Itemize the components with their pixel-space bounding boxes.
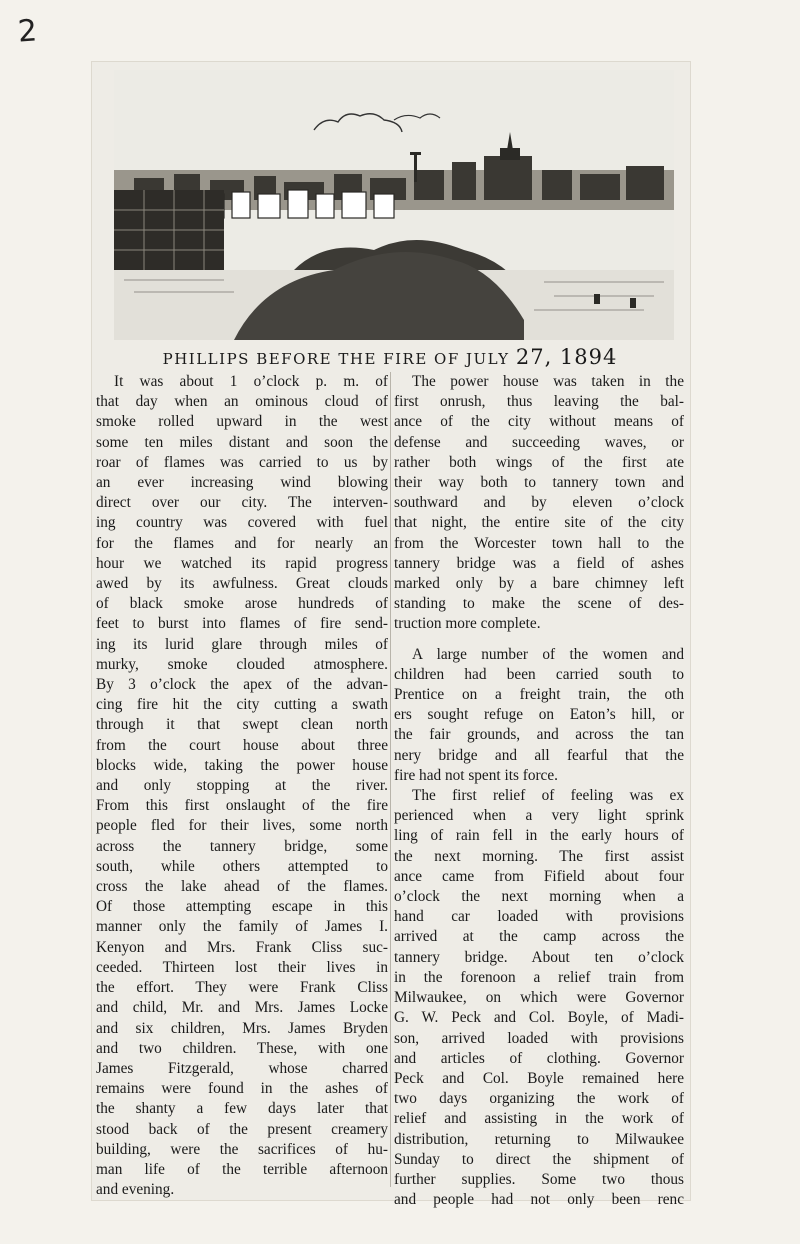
text-line: ing its lurid glare through miles of — [96, 635, 388, 653]
text-line: southward and by eleven o’clock — [394, 494, 684, 512]
text-line: The first relief of feeling was ex — [412, 787, 684, 805]
text-line: relief and assisting in the work of — [394, 1110, 684, 1128]
text-line: arrived at the camp across the — [394, 928, 684, 946]
text-line: stood back of the present creamery — [96, 1120, 388, 1138]
text-line: the fair grounds, and across the tan — [394, 726, 684, 744]
text-line: man life of the terrible afternoon — [96, 1160, 388, 1178]
text-line: nery bridge and all fearful that the — [394, 746, 684, 764]
text-line: south, while others attempted to — [96, 857, 388, 875]
text-line: the effort. They were Frank Cliss — [96, 979, 388, 997]
text-line: smoke rolled upward in the west — [96, 413, 388, 431]
text-line: G. W. Peck and Col. Boyle, of Madi- — [394, 1009, 684, 1027]
text-line: tannery bridge was a field of ashes — [394, 554, 684, 572]
text-line: rather both wings of the first ate — [394, 453, 684, 471]
text-line: through it that swept clean north — [96, 716, 388, 734]
text-line: James Fitzgerald, whose charred — [96, 1059, 388, 1077]
text-line: blocks wide, taking the power house — [96, 756, 388, 774]
text-line: their way both to tannery town and — [394, 474, 684, 492]
paragraph-gap — [394, 635, 684, 645]
text-line: two days organizing the work of — [394, 1090, 684, 1108]
article-column-left — [96, 372, 388, 1200]
text-line: cing fire hit the city cutting a swath — [96, 696, 388, 714]
text-line: ing country was covered with fuel — [96, 514, 388, 532]
text-line: fire had not spent its force. — [394, 766, 558, 784]
column-divider — [390, 372, 391, 1187]
text-line: some ten miles distant and soon the — [96, 433, 388, 451]
text-line: that night, the entire site of the city — [394, 514, 684, 532]
text-line: awed by its awfulness. Great clouds — [96, 575, 388, 593]
text-line: that day when an ominous cloud of — [96, 393, 388, 411]
text-line: and only stopping at the river. — [96, 777, 388, 795]
text-line: marked only by a bare chimney left — [394, 575, 684, 593]
text-line: hour we watched its rapid progress — [96, 554, 388, 572]
text-line: defense and succeeding waves, or — [394, 433, 684, 451]
caption-text: PHILLIPS BEFORE THE FIRE OF JULY — [162, 350, 510, 368]
text-line: from the Worcester town hall to the — [394, 534, 684, 552]
text-line: and six children, Mrs. James Bryden — [96, 1019, 388, 1037]
text-line: manner only the family of James I. — [96, 918, 388, 936]
text-line: and people had not only been renc — [394, 1191, 684, 1209]
text-line: son, arrived loaded with provisions — [394, 1029, 684, 1047]
text-line: the shanty a few days later that — [96, 1100, 388, 1118]
text-line: first onrush, thus leaving the bal- — [394, 393, 684, 411]
text-line: children had been carried south to — [394, 665, 684, 683]
text-line: and two children. These, with one — [96, 1039, 388, 1057]
text-line: of black smoke arose hundreds of — [96, 595, 388, 613]
page-number: 2 — [16, 13, 39, 50]
text-line: the next morning. The first assist — [394, 847, 684, 865]
text-line: It was about 1 o’clock p. m. of — [114, 373, 388, 390]
text-line: standing to make the scene of des- — [394, 595, 684, 613]
text-line: tannery bridge. About ten o’clock — [394, 948, 684, 966]
text-line: Kenyon and Mrs. Frank Cliss suc- — [96, 938, 388, 956]
text-line: roar of flames was carried to us by — [96, 453, 388, 471]
text-line: ance of the city without means of — [394, 413, 684, 431]
text-line: cross the lake ahead of the flames. — [96, 878, 388, 896]
text-line: direct over our city. The interven- — [96, 494, 388, 512]
caption — [100, 345, 680, 369]
text-line: From this first onslaught of the fire — [96, 797, 388, 815]
text-line: murky, smoke clouded atmosphere. — [96, 655, 388, 673]
text-line: hand car loaded with provisions — [394, 908, 684, 926]
text-line: ceeded. Thirteen lost their lives in — [96, 958, 388, 976]
text-line: and child, Mr. and Mrs. James Locke — [96, 999, 388, 1017]
text-line: ling of rain fell in the early hours of — [394, 827, 684, 845]
text-line: Peck and Col. Boyle remained here — [394, 1069, 684, 1087]
text-line: people fled for their lives, some north — [96, 817, 388, 835]
text-line: Sunday to direct the shipment of — [394, 1150, 684, 1168]
caption-date: 27, 1894 — [515, 345, 618, 369]
article-column-right — [394, 372, 684, 1210]
text-line: and articles of clothing. Governor — [394, 1049, 684, 1067]
text-line: for the flames and for nearly an — [96, 534, 388, 552]
text-line: an ever increasing wind blowing — [96, 474, 388, 492]
text-line: in the forenoon a relief train from — [394, 968, 684, 986]
text-line: Prentice on a freight train, the oth — [394, 686, 684, 704]
text-line: truction more complete. — [394, 615, 541, 633]
text-line: and evening. — [96, 1181, 175, 1199]
text-line: o’clock the next morning when a — [394, 888, 684, 906]
text-line: The power house was taken in the — [412, 373, 684, 390]
text-line: further supplies. Some two thous — [394, 1170, 684, 1188]
text-line: building, were the sacrifices of hu- — [96, 1140, 388, 1158]
text-line: Milwaukee, on which were Governor — [394, 989, 684, 1007]
text-line: across the tannery bridge, some — [96, 837, 388, 855]
text-line: distribution, returning to Milwaukee — [394, 1130, 684, 1148]
text-line: A large number of the women and — [412, 645, 684, 663]
text-line: perienced when a very light sprink — [394, 807, 684, 825]
text-line: feet to burst into flames of fire send- — [96, 615, 388, 633]
text-line: ers sought refuge on Eaton’s hill, or — [394, 706, 684, 724]
text-line: ance came from Fifield about four — [394, 867, 684, 885]
engraving-illustration — [114, 70, 674, 340]
text-line: Of those attempting escape in this — [96, 898, 388, 916]
text-line: By 3 o’clock the apex of the advan- — [96, 676, 388, 694]
text-line: remains were found in the ashes of — [96, 1080, 388, 1098]
text-line: from the court house about three — [96, 736, 388, 754]
